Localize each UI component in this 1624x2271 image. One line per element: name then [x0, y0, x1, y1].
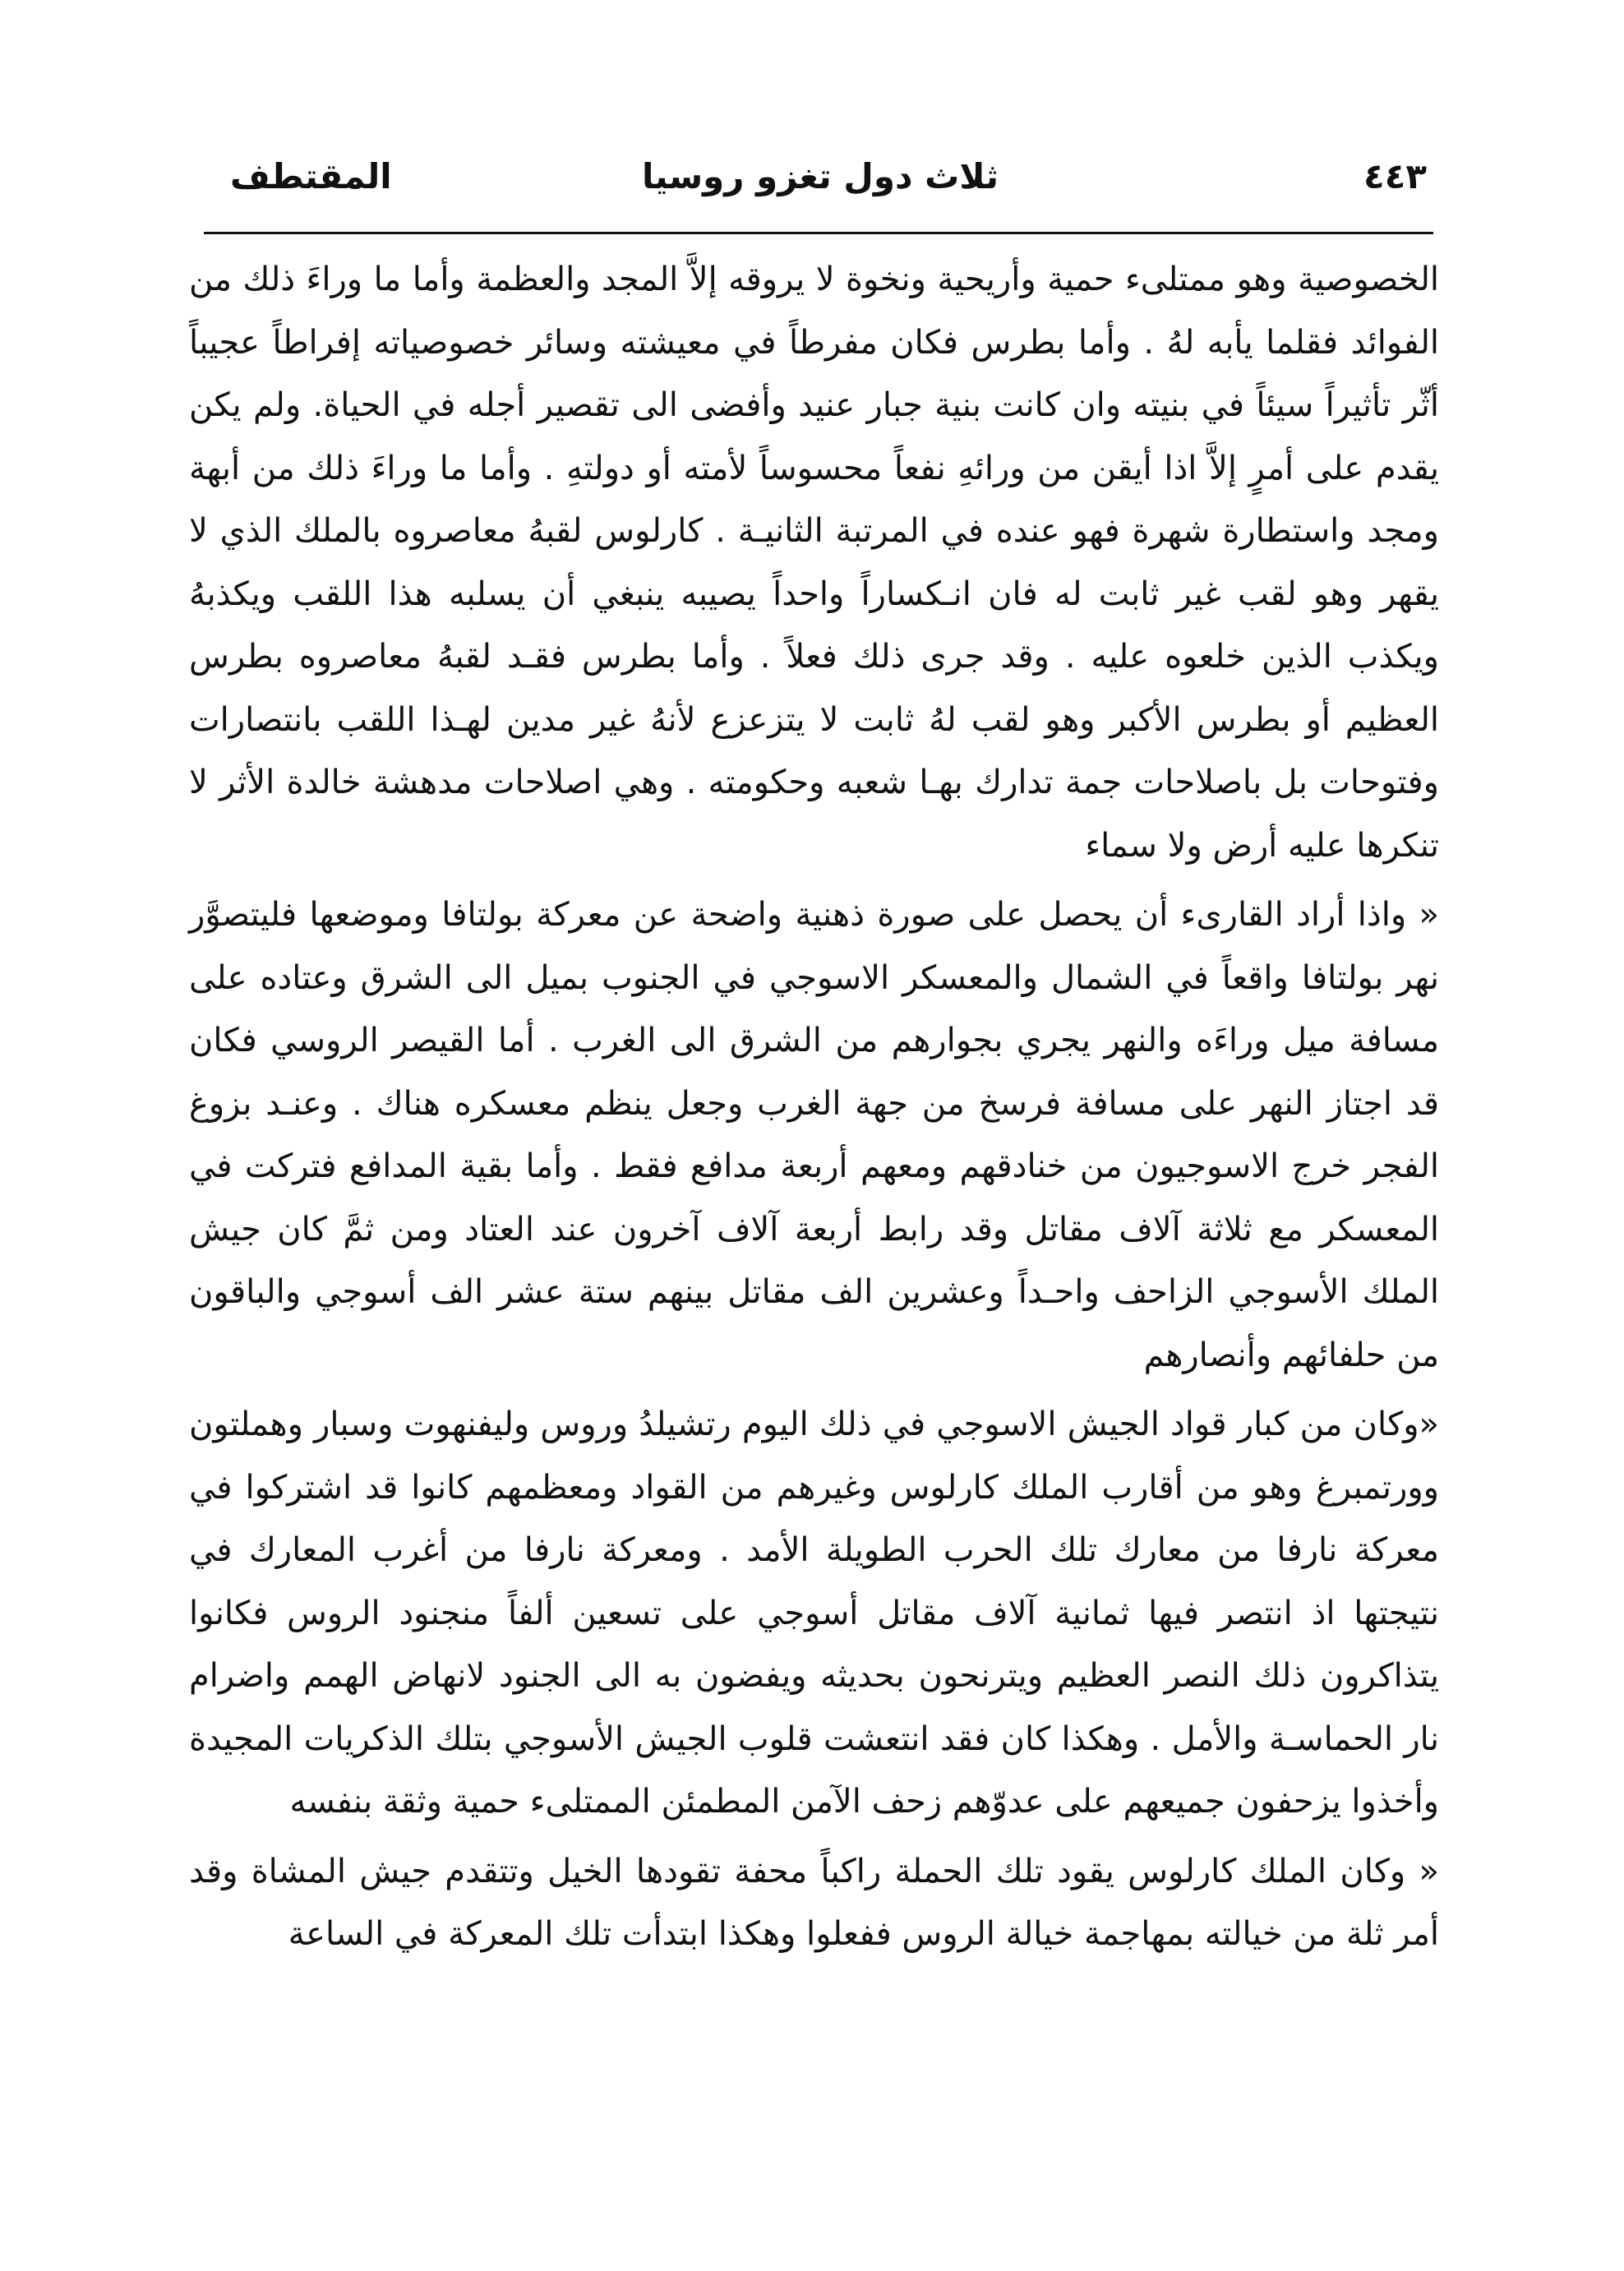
- journal-name: المقتطف: [230, 156, 392, 196]
- paragraph: «وكان من كبار قواد الجيش الاسوجي في ذلك اليوم رتشيلدُ وروس وليفنهوت وسبار وهملتون وورتمبرغ وهو من أقارب الملك كارلوس وغيرهم من القواد ومعظمهم كانوا قد اشتركوا في معركة نارفا من معارك تلك الحرب الطويلة الأمد . ومعركة نارفا من أغرب المعارك في نتيجتها اذ انتصر فيها ثمانية آلاف مقاتل أسوجي على تسعين ألفاً منجنود الروس فكانوا يتذاكرون ذلك النصر العظيم ويترنحون بحديثه ويفضون به الى الجنود لانهاض الهمم واضرام نار الحماسـة والأمل . وهكذا كان فقد انتعشت قلوب الجيش الأسوجي بتلك الذكريات المجيدة وأخذوا يزحفون جميعهم على عدوّهم زحف الآمن المطمئن الممتلىء حمية وثقة بنفسه: [189, 1406, 1439, 1821]
- header-rule: [204, 232, 1433, 234]
- paragraph: الخصوصية وهو ممتلىء حمية وأريحية ونخوة لا يروقه إلاَّ المجد والعظمة وأما ما وراءَ ذلك من الفوائد فقلما يأبه لهُ . وأما بطرس فكان مفرطاً في معيشته وسائر خصوصياته إفراطاً عجيباً أثّر تأثيراً سيئاً في بنيته وان كانت بنية جبار عنيد وأفضى الى تقصير أجله في الحياة. ولم يكن يقدم على أمرٍ إلاَّ اذا أيقن من ورائهِ نفعاً محسوساً لأمته أو دولتهِ . وأما ما وراءَ ذلك من أبهة ومجد واستطارة شهرة فهو عنده في المرتبة الثانيـة . كارلوس لقبهُ معاصروه بالملك الذي لا يقهر وهو لقب غير ثابت له فان انـكساراً واحداً يصيبه ينبغي أن يسلبه هذا اللقب ويكذبهُ ويكذب الذين خلعوه عليه . وقد جرى ذلك فعلاً . وأما بطرس فقـد لقبهُ معاصروه بطرس العظيم أو بطرس الأكبر وهو لقب لهُ ثابت لا يتزعزع لأنهُ غير مدين لهـذا اللقب بانتصارات وفتوحات بل باصلاحات جمة تدارك بهـا شعبه وحكومته . وهي اصلاحات مدهشة خالدة الأثر لا تنكرها عليه أرض ولا سماء: [189, 261, 1439, 865]
- page-number: ٤٤٣: [1363, 156, 1427, 196]
- article-body: [189, 248, 1439, 1966]
- paragraph: « واذا أراد القارىء أن يحصل على صورة ذهنية واضحة عن معركة بولتافا وموضعها فليتصوَّر نهر بولتافا واقعاً في الشمال والمعسكر الاسوجي في الجنوب بميل الى الشرق وعتاده على مسافة ميل وراءَه والنهر يجري بجوارهم من الشرق الى الغرب . أما القيصر الروسي فكان قد اجتاز النهر على مسافة فرسخ من جهة الغرب وجعل ينظم معسكره هناك . وعنـد بزوغ الفجر خرج الاسوجيون من خنادقهم ومعهم أربعة مدافع فقط . وأما بقية المدافع فتركت في المعسكر مع ثلاثة آلاف مقاتل وقد رابط أربعة آلاف آخرون عند العتاد ومن ثمَّ كان جيش الملك الأسوجي الزاحف واحـداً وعشرين الف مقاتل بينهم ستة عشر الف أسوجي والباقون من حلفائهم وأنصارهم: [189, 896, 1439, 1374]
- page-header: [197, 148, 1443, 205]
- article-title: ثلاث دول تغزو روسيا: [641, 156, 999, 196]
- paragraph: « وكان الملك كارلوس يقود تلك الحملة راكباً محفة تقودها الخيل وتتقدم جيش المشاة وقد أمر ثلة من خيالته بمهاجمة خيالة الروس ففعلوا وهكذا ابتدأت تلك المعركة في الساعة: [189, 1852, 1439, 1953]
